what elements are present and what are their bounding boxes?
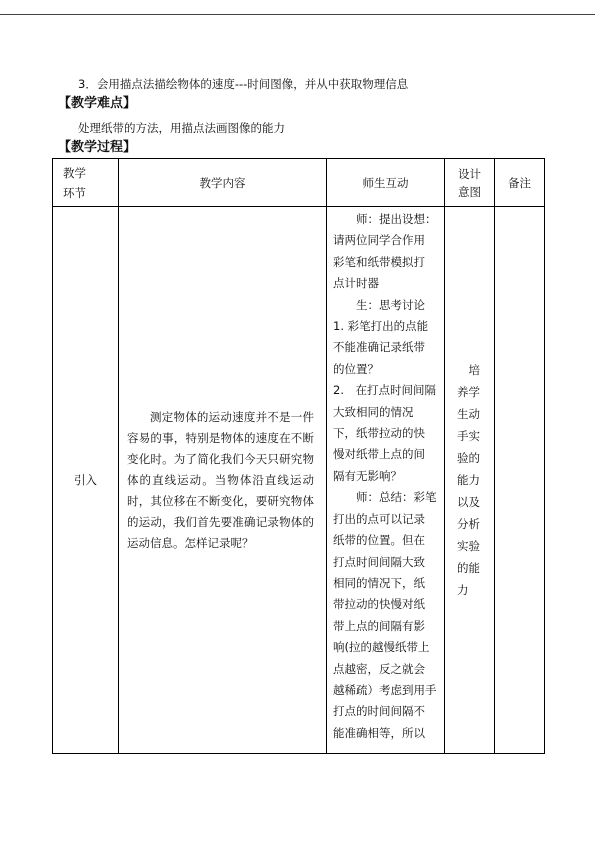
lesson-process-table [52,158,545,754]
content-text: 测定物体的运动速度并不是一件容易的事，特别是物体的速度在不断变化时。为了简化我们今天只研究物体的直线运动。当物体沿直线运动时，其位移在不断变化，要研究物体的运动，我们首先要准确记录物体的运动信息。怎样记录呢？ [127,409,314,550]
design-text: 培养学生动手实验的能力以及分析实验的能力 [457,363,480,597]
header-stage-line1: 教学 [63,165,86,180]
process-heading: 【教学过程】 [58,140,137,155]
header-stage-line2: 环节 [63,185,86,200]
objective-item-3: 3．会用描点法描绘物体的速度---时间图像，并从中获取物理信息 [78,77,409,91]
stage-cell: 引入 [53,207,119,754]
header-design-line2: 意图 [458,184,481,199]
interaction-cell [327,207,445,754]
header-design-line1: 设计 [458,166,481,181]
header-rule [0,14,595,15]
header-design [445,159,495,207]
table-header-row [53,159,545,207]
content-cell [119,207,327,754]
header-stage [53,159,119,207]
interaction-text: 师：提出设想： 请两位同学合作用 彩笔和纸带模拟打 点计时器 生：思考讨论 1. 彩笔打出的点能 不能准确记录纸带 的位置？ 2. 在打点时间间隔 大致相同的情况 下，纸带拉动的快 慢对纸带上点的间 隔有无影响？ 师：总结：彩笔 打出的点可以记录 纸带的位置。但在 打点时间间隔大致 相同的情况下，纸 带拉动的快慢对纸 带上点的间隔有影 响(拉的越慢纸带上 点越密，反之就会 越稀疏）考虑到用手 打点的时间间隔不 能准确相等，所以 [333,212,437,740]
header-content: 教学内容 [119,159,327,207]
header-interaction: 师生互动 [327,159,445,207]
design-cell [445,207,495,754]
notes-cell [495,207,545,754]
difficulty-heading: 【教学难点】 [58,96,137,111]
header-notes: 备注 [495,159,545,207]
table-row [53,207,545,754]
difficulty-text: 处理纸带的方法，用描点法画图像的能力 [78,121,285,135]
